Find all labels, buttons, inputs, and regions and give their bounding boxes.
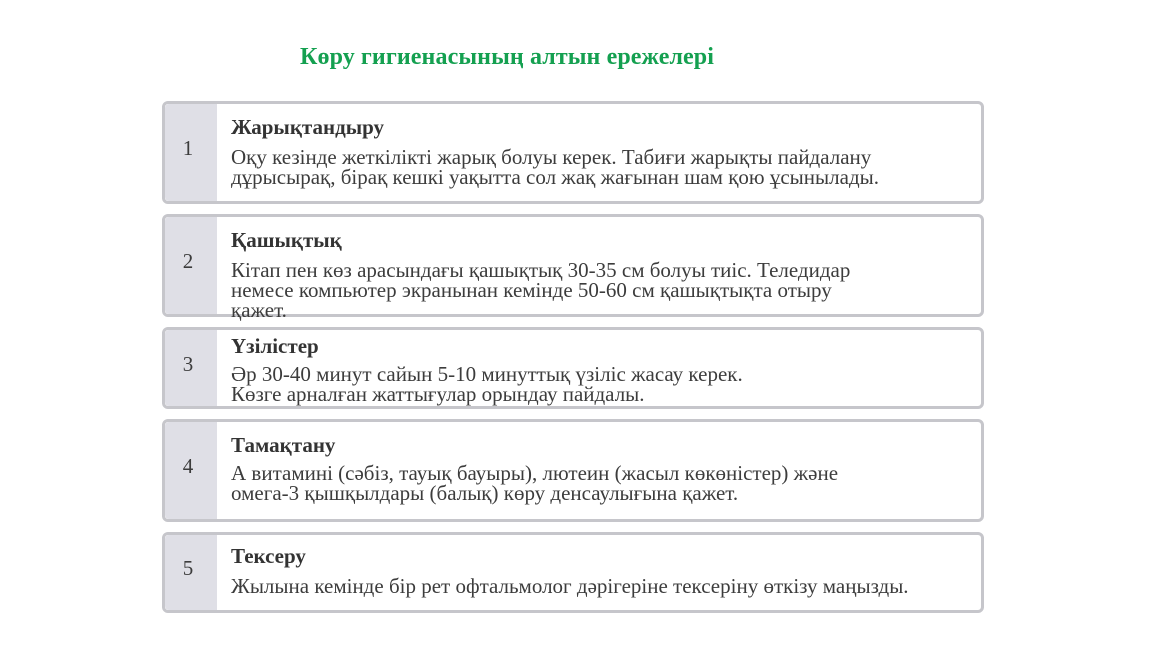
rule-card-lighting <box>162 101 984 204</box>
rule-body-line: Жылына кемінде бір рет офтальмолог дәрігеріне тексеріну өткізу маңызды. <box>231 574 909 598</box>
rule-body-line: немесе компьютер экранынан кемінде 50-60 см қашықтықта отыру <box>231 278 832 302</box>
rule-number-cell <box>165 217 217 314</box>
rule-number-cell <box>165 330 217 406</box>
rule-body-line: омега-3 қышқылдары (балық) көру денсаулығына қажет. <box>231 481 739 505</box>
page-title: Көру гигиенасының алтын ережелері <box>300 44 715 70</box>
rule-body <box>231 147 879 187</box>
rule-body <box>231 463 838 503</box>
rule-card-distance <box>162 214 984 322</box>
rule-body-line: Көзге арналған жаттығулар орындау пайдалы. <box>231 382 645 406</box>
rule-card-breaks <box>162 327 984 409</box>
rule-body <box>231 364 743 404</box>
rule-number: 1 <box>182 136 194 160</box>
rule-number-cell <box>165 422 217 519</box>
rule-heading: Тексеру <box>231 544 306 568</box>
rule-body-line: А витамині (сәбіз, тауық бауыры), лютеин (жасыл көкөністер) және <box>231 461 839 485</box>
rule-body-line: Әр 30-40 минут сайын 5-10 минуттық үзіліс жасау керек. <box>231 362 743 386</box>
rule-body-line: дұрысырақ, бірақ кешкі уақытта сол жақ жағынан шам қою ұсынылады. <box>231 165 879 189</box>
rule-card-checkup <box>162 532 984 613</box>
rule-heading: Үзілістер <box>231 334 319 358</box>
rule-heading: Тамақтану <box>231 433 336 457</box>
rule-number: 4 <box>182 454 194 478</box>
rule-heading: Қашықтық <box>231 228 342 252</box>
rule-number-cell <box>165 104 217 201</box>
rule-number: 2 <box>182 249 194 273</box>
rule-number: 5 <box>182 556 194 580</box>
rule-body <box>231 260 850 320</box>
rule-body <box>231 576 909 596</box>
rule-body-line: Оқу кезінде жеткілікті жарық болуы керек. Табиғи жарықты пайдалану <box>231 145 872 169</box>
rule-number-cell <box>165 535 217 610</box>
rule-body-line: Кітап пен көз арасындағы қашықтық 30-35 см болуы тиіс. Теледидар <box>231 258 851 282</box>
rule-number: 3 <box>182 352 194 376</box>
rule-card-nutrition <box>162 419 984 522</box>
rule-heading: Жарықтандыру <box>231 115 385 139</box>
rule-body-line: қажет. <box>231 298 287 322</box>
